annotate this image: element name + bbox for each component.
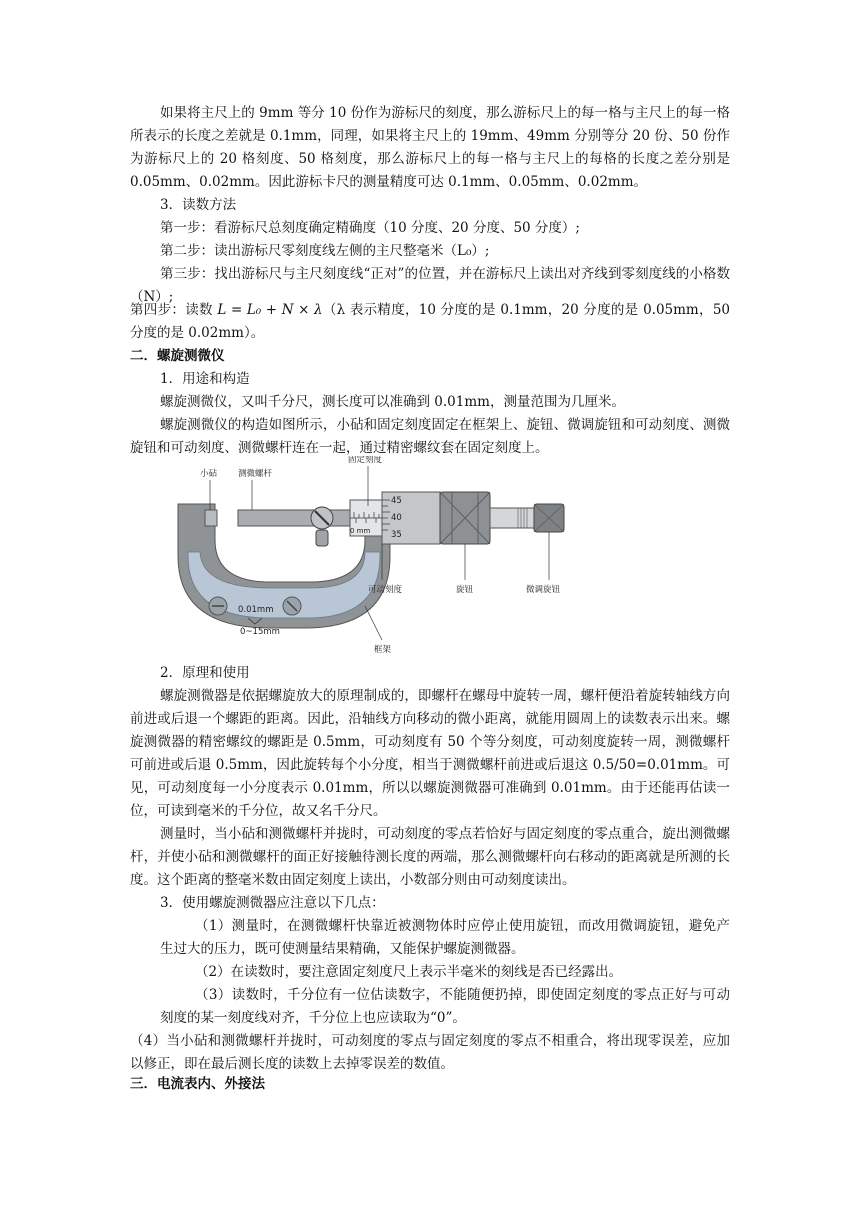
step-4-suffix: （λ 表示精度，10 分度的是 0.1mm，20 分度的是 0.05mm，50 分度的是 0.02mm）。 <box>130 302 731 341</box>
step-3: 第三步：找出游标尺与主尺刻度线“正对”的位置，并在游标尺上读出对齐线到零刻度线的小格数（N）; <box>130 266 730 305</box>
reading-formula: L = L₀ + N × λ <box>217 302 323 318</box>
step-1: 第一步：看游标尺总刻度确定精确度（10 分度、20 分度、50 分度）; <box>160 220 580 236</box>
label-ratchet: 微调旋钮 <box>526 585 561 595</box>
step-4-prefix: 第四步：读数 <box>130 302 218 318</box>
thimble-mark-40: 40 <box>391 513 402 523</box>
micrometer-diagram <box>160 456 580 662</box>
thimble-mark-45: 45 <box>391 496 402 506</box>
label-frame: 框架 <box>374 645 392 655</box>
anvil <box>205 510 217 526</box>
frame-resolution-text: 0.01mm <box>238 605 274 615</box>
paragraph-micrometer-intro: 螺旋测微仪，又叫千分尺，测长度可以准确到 0.01mm，测量范围为几厘米。 <box>160 394 625 410</box>
heading-principle-use: 2．原理和使用 <box>160 665 250 681</box>
label-anvil: 小砧 <box>200 469 218 479</box>
heading-precautions: 3．使用螺旋测微器应注意以下几点： <box>160 895 385 911</box>
paragraph-measurement: 测量时，当小砧和测微螺杆并拢时，可动刻度的零点若恰好与固定刻度的零点重合，旋出测微螺杆，并使小砧和测微螺杆的面正好接触待测长度的两端，那么测微螺杆向右移动的距离就是所测的长度。这个距离的整毫米数由固定刻度上读出，小数部分则由可动刻度读出。 <box>130 826 730 888</box>
paragraph-micrometer-structure: 螺旋测微仪的构造如图所示，小砧和固定刻度固定在框架上、旋钮、微调旋钮和可动刻度、测微旋钮和可动刻度、测微螺杆连在一起，通过精密螺纹套在固定刻度上。 <box>130 417 730 456</box>
label-knob: 旋钮 <box>456 585 474 595</box>
precaution-1: （1）测量时，在测微螺杆快靠近被测物体时应停止使用旋钮，而改用微调旋钮，避免产生过大的压力，既可使测量结果精确，又能保护螺旋测微器。 <box>160 918 730 957</box>
paragraph-vernier-precision: 如果将主尺上的 9mm 等分 10 份作为游标尺的刻度，那么游标尺上的每一格与主尺上的每一格所表示的长度之差就是 0.1mm，同理，如果将主尺上的 19mm、49mm 分别等分 20 份、50 份作为游标尺上的 20 格刻度、50 格刻度，那么游标尺上的每一格与主尺上的每格的长度之差分别是 0.05mm、0.02mm。因此游标卡尺的测量精度可达 0.1mm、0.05mm、0.02mm。 <box>130 105 730 190</box>
step-4 <box>130 299 730 345</box>
heading-use-structure: 1．用途和构造 <box>160 371 250 387</box>
thimble-mark-35: 35 <box>391 530 402 540</box>
step-2: 第二步：读出游标尺零刻度线左侧的主尺整毫米（L₀）; <box>160 243 490 259</box>
precaution-3: （3）读数时，千分位有一位估读数字，不能随便扔掉，即使固定刻度的零点正好与可动刻度的某一刻度线对齐，千分位上也应读取为“0”。 <box>160 987 730 1026</box>
fixed-scale-zero: 0 mm <box>350 527 371 535</box>
label-fixed-scale: 固定刻度 <box>348 456 383 465</box>
frame-range-text: 0~15mm <box>240 627 280 637</box>
section-heading-micrometer: 二．螺旋测微仪 <box>130 348 225 364</box>
precaution-4: （4）当小砧和测微螺杆并拢时，可动刻度的零点与固定刻度的零点不相重合，将出现零误差，应加以修正，即在最后测长度的读数上去掉零误差的数值。 <box>130 1033 730 1072</box>
label-spindle: 测微螺杆 <box>238 469 273 479</box>
heading-reading-method: 3．读数方法 <box>160 197 237 213</box>
label-thimble: 可动刻度 <box>368 585 403 595</box>
paragraph-principle: 螺旋测微器是依据螺旋放大的原理制成的，即螺杆在螺母中旋转一周，螺杆便沿着旋转轴线方向前进或后退一个螺距的距离。因此，沿轴线方向移动的微小距离，就能用圆周上的读数表示出来。螺旋测微器的精密螺纹的螺距是 0.5mm，可动刻度有 50 个等分刻度，可动刻度旋转一周，测微螺杆可前进或后退 0.5mm，因此旋转每个小分度，相当于测微螺杆前进或后退这 0.5/50=0.01mm。可见，可动刻度每一小分度表示 0.01mm，所以以螺旋测微器可准确到 0.01mm。由于还能再估读一位，可读到毫米的千分位，故又名千分尺。 <box>130 688 730 819</box>
ratchet-shaft <box>490 508 534 528</box>
spindle <box>238 510 358 526</box>
precaution-2: （2）在读数时，要注意固定刻度尺上表示半毫米的刻线是否已经露出。 <box>195 964 623 980</box>
section-heading-ammeter: 三．电流表内、外接法 <box>130 1076 265 1092</box>
